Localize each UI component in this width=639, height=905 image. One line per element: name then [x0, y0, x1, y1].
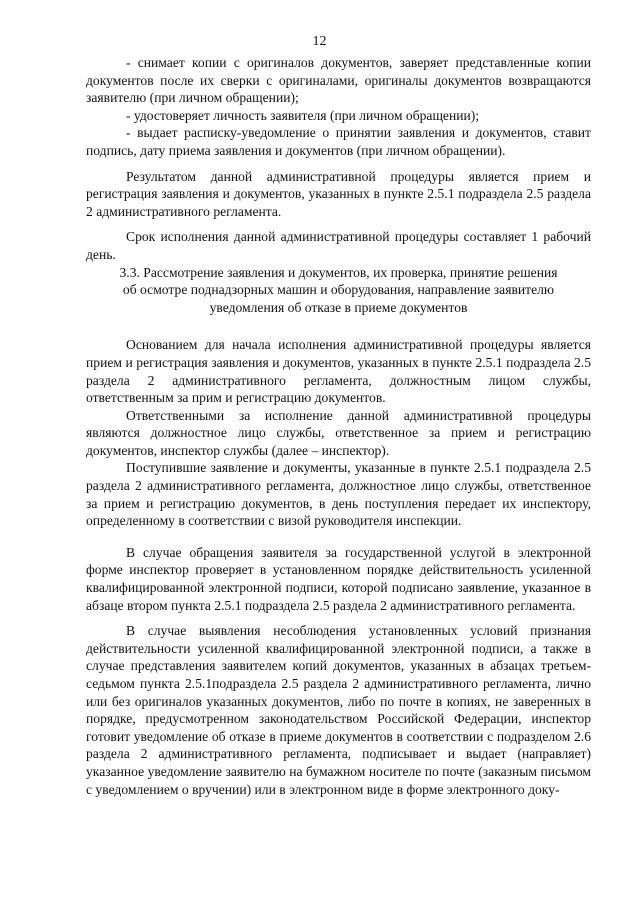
paragraph-result: Результатом данной административной процедуры является прием и регистрация заявления и документов, указанных в пункте 2.5.1 подраздела 2.5 раздела 2 административного регламента. — [86, 168, 591, 219]
paragraph-responsible: Ответственными за исполнение данной административной процедуры являются должностное лицо службы, ответственное за прием и регистрацию документов, инспектор службы (далее – инспектор). — [86, 407, 591, 458]
paragraph-electronic-form: В случае обращения заявителя за государственной услугой в электронной форме инспектор проверяет в установленном порядке действительность усиленной квалифицированной электронной подписи, которой подписано заявление, указанное в абзаце втором пункта 2.5.1 подраздела 2.5 раздела 2 административного регламента. — [86, 544, 591, 613]
section-heading-line-2: об осмотре поднадзорных машин и оборудования, направление заявителю — [122, 282, 555, 298]
paragraph-deadline: Срок исполнения данной административной процедуры составляет 1 рабочий день. — [86, 229, 591, 262]
paragraph-received-documents: Поступившие заявление и документы, указанные в пункте 2.5.1 подраздела 2.5 раздела 2 административного регламента, должностное лицо службы, ответственное за прием и регистрацию документов, в день поступления передает их инспектору, определенному в соответствии с визой руководителя инспекции. — [86, 460, 591, 529]
paragraph-copies: - снимает копии с оригиналов документов, заверяет представленные копии документов после их сверки с оригиналами, оригиналы документов возвращаются заявителю (при личном обращении); — [86, 55, 591, 106]
paragraph-identity: - удостоверяет личность заявителя (при личном обращении); — [126, 107, 480, 123]
section-heading-line-1: 3.3. Рассмотрение заявления и документов, их проверка, принятие решения — [119, 264, 558, 280]
section-heading — [86, 264, 591, 317]
page-number: 12 — [312, 34, 327, 49]
section-heading-line-3: уведомления об отказе в приеме документов — [209, 299, 468, 315]
paragraph-basis: Основанием для начала исполнения административной процедуры является прием и регистрация заявления и документов, указанных в пункте 2.5.1 подраздела 2.5 раздела 2 административного регламента, должностным лицом службы, ответственным за прим и регистрацию документов. — [86, 337, 591, 406]
paragraph-receipt: - выдает расписку-уведомление о принятии заявления и документов, ставит подпись, дату приема заявления и документов (при личном обращении). — [86, 125, 591, 158]
document-body — [86, 54, 591, 798]
paragraph-refusal-notice: В случае выявления несоблюдения установленных условий признания действительности усиленной квалифицированной электронной подписи, а также в случае представления заявителем копий документов, указанных в абзацах третьем-седьмом пункта 2.5.1подраздела 2.5 раздела 2 административного регламента, лично или без оригиналов указанных документов, либо по почте в копиях, не заверенных в порядке, предусмотренном законодательством Российской Федерации, инспектор готовит уведомление об отказе в приеме документов в соответствии с подразделом 2.6 раздела 2 административного регламента, подписывает и выдает (направляет) указанное уведомление заявителю на бумажном носителе по почте (заказным письмом с уведомлением о вручении) или в электронном виде в форме электронного доку- — [86, 623, 591, 797]
